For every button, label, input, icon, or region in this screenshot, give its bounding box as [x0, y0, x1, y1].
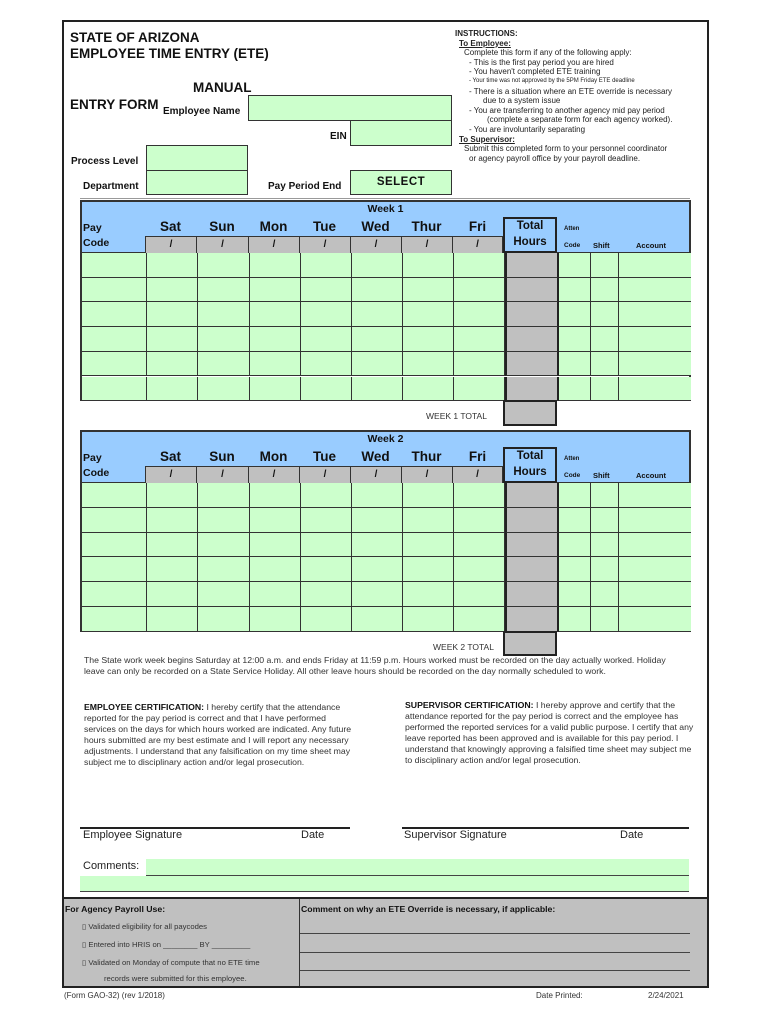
- instructions-intro: Complete this form if any of the following apply:: [464, 48, 632, 58]
- cell-account[interactable]: [619, 302, 691, 327]
- date-wed-input[interactable]: /: [350, 236, 401, 253]
- cell-mon[interactable]: [250, 302, 301, 327]
- payroll-divider: [299, 899, 300, 986]
- cell-sun[interactable]: [198, 302, 250, 327]
- pay-label: Pay: [83, 222, 102, 234]
- cell-account[interactable]: [619, 377, 691, 402]
- payroll-item-label: Validated on Monday of compute that no ETE time: [88, 958, 260, 967]
- cell-mon[interactable]: [250, 582, 301, 607]
- payroll-check-eligibility[interactable]: [82, 922, 207, 931]
- cell-sat[interactable]: [147, 483, 198, 508]
- cell-account[interactable]: [619, 327, 691, 352]
- cell-thur[interactable]: [403, 327, 454, 352]
- cell-shift[interactable]: [591, 377, 619, 402]
- cell-fri[interactable]: [454, 582, 505, 607]
- payroll-item-label: Entered into HRIS on ________ BY _________: [88, 940, 251, 949]
- cell-pay-code[interactable]: [82, 377, 147, 402]
- cell-sat[interactable]: [147, 253, 198, 278]
- cell-atten-code[interactable]: [559, 327, 591, 352]
- form-title-entry-form: ENTRY FORM: [70, 97, 159, 112]
- pay-period-end-label: Pay Period End: [268, 181, 342, 192]
- cell-fri[interactable]: [454, 352, 505, 377]
- instruction-item: - This is the first pay period you are hired: [469, 57, 614, 67]
- instruction-item: - There is a situation where an ETE override is necessary: [469, 86, 673, 96]
- cell-sun[interactable]: [198, 327, 250, 352]
- cell-atten-code[interactable]: [559, 352, 591, 377]
- week-title: Week 2: [80, 430, 691, 448]
- cell-sun[interactable]: [198, 253, 250, 278]
- date-sun-input[interactable]: /: [196, 466, 248, 483]
- override-comment-line-3[interactable]: [300, 970, 690, 971]
- cell-tue[interactable]: [301, 253, 352, 278]
- cell-thur[interactable]: [403, 533, 454, 558]
- employee-certification-text: I hereby certify that the attendance reported for the pay period is correct and that I have performed services on the days for which hours worked are indicated. Any future hours submitted are my best estimate and I will report any necessary adjustments. I understand that any falsification on my time sheet may subject me to disciplinary action and/or legal prosecution.: [84, 702, 352, 767]
- cell-total-hours: [505, 582, 559, 607]
- supervisor-certification: [405, 700, 695, 766]
- cell-atten-code[interactable]: [559, 377, 591, 402]
- account-label: Account: [636, 241, 666, 250]
- cell-thur[interactable]: [403, 253, 454, 278]
- supervisor-signature-label: Supervisor Signature: [404, 829, 507, 841]
- week-title: Week 1: [80, 200, 691, 218]
- cell-wed[interactable]: [352, 278, 403, 303]
- cell-account[interactable]: [619, 278, 691, 303]
- instruction-item: - Your time was not approved by the 5PM Friday ETE deadline: [469, 77, 635, 84]
- cell-mon[interactable]: [250, 352, 301, 377]
- cell-wed[interactable]: [352, 508, 403, 533]
- cell-tue[interactable]: [301, 557, 352, 582]
- cell-tue[interactable]: [301, 327, 352, 352]
- instructions-heading: INSTRUCTIONS:: [455, 29, 518, 38]
- form-title-manual: MANUAL: [193, 80, 252, 95]
- comments-input-line-2[interactable]: [80, 876, 689, 892]
- payroll-heading: For Agency Payroll Use:: [65, 904, 166, 914]
- cell-sun[interactable]: [198, 377, 250, 402]
- employee-signature-label: Employee Signature: [83, 829, 183, 841]
- cell-mon[interactable]: [250, 327, 301, 352]
- week-2-rows: [80, 483, 691, 632]
- cell-thur[interactable]: [403, 377, 454, 402]
- cell-pay-code[interactable]: [82, 508, 147, 533]
- cell-sun[interactable]: [198, 352, 250, 377]
- override-comment-line-1[interactable]: [300, 933, 690, 934]
- form-title-ete: EMPLOYEE TIME ENTRY (ETE): [70, 46, 269, 61]
- day-mon: Mon: [259, 219, 288, 234]
- cell-sat[interactable]: [147, 582, 198, 607]
- cell-sat[interactable]: [147, 377, 198, 402]
- pay-label: Pay: [83, 452, 102, 464]
- supervisor-certification-heading: SUPERVISOR CERTIFICATION:: [405, 700, 534, 710]
- to-employee-heading: To Employee:: [459, 38, 511, 48]
- cell-tue[interactable]: [301, 607, 352, 632]
- cell-thur[interactable]: [403, 582, 454, 607]
- cell-shift[interactable]: [591, 582, 619, 607]
- cell-total-hours: [505, 278, 559, 303]
- cell-shift[interactable]: [591, 533, 619, 558]
- override-comment-heading: Comment on why an ETE Override is necessary, if applicable:: [301, 904, 556, 914]
- instruction-item: due to a system issue: [483, 96, 561, 106]
- cell-pay-code[interactable]: [82, 607, 147, 632]
- cell-pay-code[interactable]: [82, 302, 147, 327]
- cell-sat[interactable]: [147, 607, 198, 632]
- date-printed-label: Date Printed:: [536, 991, 583, 1000]
- cell-pay-code[interactable]: [82, 327, 147, 352]
- shift-label: Shift: [593, 241, 610, 250]
- shift-label: Shift: [593, 471, 610, 480]
- checkbox-icon[interactable]: ▯: [82, 922, 87, 931]
- supervisor-date-label: Date: [620, 829, 644, 841]
- cell-shift[interactable]: [591, 327, 619, 352]
- employee-name-input[interactable]: [248, 95, 452, 121]
- cell-total-hours: [505, 533, 559, 558]
- cell-atten-code[interactable]: [559, 533, 591, 558]
- atten-code-label: Code: [564, 242, 581, 249]
- cell-total-hours: [505, 352, 559, 377]
- form-id: (Form GAO-32) (rev 1/2018): [64, 991, 165, 1000]
- cell-mon[interactable]: [250, 508, 301, 533]
- cell-mon[interactable]: [250, 557, 301, 582]
- cell-tue[interactable]: [301, 582, 352, 607]
- cell-account[interactable]: [619, 253, 691, 278]
- date-mon-input[interactable]: /: [248, 466, 299, 483]
- employee-certification: [84, 702, 356, 768]
- cell-sat[interactable]: [147, 278, 198, 303]
- cell-wed[interactable]: [352, 557, 403, 582]
- cell-account[interactable]: [619, 557, 691, 582]
- cell-sun[interactable]: [198, 607, 250, 632]
- cell-pay-code[interactable]: [82, 352, 147, 377]
- cell-sun[interactable]: [198, 483, 250, 508]
- date-sat-input[interactable]: /: [145, 466, 196, 483]
- comments-input-line-1[interactable]: [146, 859, 689, 876]
- code-label: Code: [83, 237, 110, 249]
- cell-wed[interactable]: [352, 302, 403, 327]
- date-tue-input[interactable]: /: [299, 466, 350, 483]
- date-thur-input[interactable]: /: [401, 236, 452, 253]
- total-label: Total: [516, 450, 544, 462]
- cell-total-hours: [505, 607, 559, 632]
- atten-label: Atten: [564, 226, 580, 232]
- cell-pay-code[interactable]: [82, 483, 147, 508]
- cell-fri[interactable]: [454, 253, 505, 278]
- cell-total-hours: [505, 377, 559, 402]
- cell-wed[interactable]: [352, 352, 403, 377]
- payroll-item-label: Validated eligibility for all paycodes: [88, 922, 208, 931]
- total-label: Total: [516, 220, 544, 232]
- employee-name-label: Employee Name: [163, 106, 241, 117]
- cell-thur[interactable]: [403, 302, 454, 327]
- supervisor-certification-text: I hereby approve and certify that the attendance reported for the pay period is correct and the employee has performed the reported services for a valid public purpose. I certify that any leave reported has been approved and is available for this pay period. I understand that knowingly approving a falsified time sheet may subject me to disciplinary action and/or legal prosecution.: [405, 700, 694, 765]
- cell-total-hours: [505, 302, 559, 327]
- code-label: Code: [83, 467, 110, 479]
- override-comment-line-2[interactable]: [300, 952, 690, 953]
- cell-fri[interactable]: [454, 557, 505, 582]
- cell-wed[interactable]: [352, 607, 403, 632]
- supervisor-instruction: or agency payroll office by your payroll deadline.: [469, 153, 641, 163]
- date-wed-input[interactable]: /: [350, 466, 401, 483]
- cell-tue[interactable]: [301, 533, 352, 558]
- day-fri: Fri: [468, 449, 487, 464]
- process-level-input[interactable]: [146, 145, 248, 171]
- ein-input[interactable]: [350, 120, 452, 146]
- week-1-rows: [80, 253, 691, 401]
- instructions-block: [455, 29, 705, 163]
- cell-pay-code[interactable]: [82, 253, 147, 278]
- cell-atten-code[interactable]: [559, 557, 591, 582]
- cell-sun[interactable]: [198, 278, 250, 303]
- divider: [80, 198, 690, 199]
- cell-shift[interactable]: [591, 508, 619, 533]
- date-mon-input[interactable]: /: [248, 236, 299, 253]
- cell-wed[interactable]: [352, 327, 403, 352]
- week-1-total-value: [503, 400, 557, 426]
- cell-fri[interactable]: [454, 377, 505, 402]
- ein-label: EIN: [330, 131, 347, 142]
- cell-fri[interactable]: [454, 327, 505, 352]
- checkbox-icon[interactable]: ▯: [82, 958, 87, 967]
- day-sat: Sat: [159, 449, 181, 464]
- cell-thur[interactable]: [403, 557, 454, 582]
- cell-sun[interactable]: [198, 533, 250, 558]
- supervisor-instruction: Submit this completed form to your personnel coordinator: [464, 144, 668, 154]
- cell-pay-code[interactable]: [82, 582, 147, 607]
- atten-label: Atten: [564, 456, 580, 462]
- instruction-item: - You haven't completed ETE training: [469, 67, 601, 77]
- cell-sat[interactable]: [147, 557, 198, 582]
- department-input[interactable]: [146, 170, 248, 195]
- cell-mon[interactable]: [250, 533, 301, 558]
- cell-total-hours: [505, 483, 559, 508]
- cell-account[interactable]: [619, 582, 691, 607]
- date-sat-input[interactable]: /: [145, 236, 196, 253]
- cell-shift[interactable]: [591, 302, 619, 327]
- week-1-table: [80, 200, 691, 430]
- payroll-check-hris[interactable]: [82, 940, 250, 949]
- department-label: Department: [83, 181, 139, 192]
- cell-account[interactable]: [619, 352, 691, 377]
- cell-mon[interactable]: [250, 607, 301, 632]
- cell-thur[interactable]: [403, 607, 454, 632]
- process-level-label: Process Level: [71, 156, 139, 167]
- cell-wed[interactable]: [352, 377, 403, 402]
- date-fri-input[interactable]: /: [452, 466, 503, 483]
- cell-atten-code[interactable]: [559, 302, 591, 327]
- cell-sun[interactable]: [198, 582, 250, 607]
- cell-shift[interactable]: [591, 253, 619, 278]
- cell-sun[interactable]: [198, 557, 250, 582]
- cell-tue[interactable]: [301, 377, 352, 402]
- day-sat: Sat: [159, 219, 181, 234]
- account-label: Account: [636, 471, 666, 480]
- cell-thur[interactable]: [403, 352, 454, 377]
- form-title-state: STATE OF ARIZONA: [70, 30, 200, 45]
- day-wed: Wed: [361, 219, 390, 234]
- cell-sat[interactable]: [147, 533, 198, 558]
- employee-certification-heading: EMPLOYEE CERTIFICATION:: [84, 702, 205, 712]
- cell-sat[interactable]: [147, 302, 198, 327]
- cell-shift[interactable]: [591, 483, 619, 508]
- day-sun: Sun: [209, 219, 235, 234]
- cell-sat[interactable]: [147, 327, 198, 352]
- date-sun-input[interactable]: /: [196, 236, 248, 253]
- cell-tue[interactable]: [301, 508, 352, 533]
- cell-account[interactable]: [619, 607, 691, 632]
- day-fri: Fri: [468, 219, 487, 234]
- cell-fri[interactable]: [454, 607, 505, 632]
- cell-atten-code[interactable]: [559, 483, 591, 508]
- employee-date-label: Date: [301, 829, 325, 841]
- day-thur: Thur: [411, 219, 442, 234]
- week-2-total-value: [503, 631, 557, 656]
- instruction-item: (complete a separate form for each agency worked).: [487, 115, 673, 125]
- instruction-item: - You are transferring to another agency mid pay period: [469, 105, 665, 115]
- cell-fri[interactable]: [454, 533, 505, 558]
- cell-sat[interactable]: [147, 508, 198, 533]
- date-fri-input[interactable]: /: [452, 236, 503, 253]
- cell-shift[interactable]: [591, 352, 619, 377]
- cell-thur[interactable]: [403, 278, 454, 303]
- cell-total-hours: [505, 253, 559, 278]
- cell-tue[interactable]: [301, 278, 352, 303]
- cell-shift[interactable]: [591, 278, 619, 303]
- cell-account[interactable]: [619, 533, 691, 558]
- cell-pay-code[interactable]: [82, 557, 147, 582]
- cell-sun[interactable]: [198, 508, 250, 533]
- hours-label: Hours: [513, 236, 547, 248]
- week-total-label: WEEK 1 TOTAL: [426, 411, 487, 421]
- date-tue-input[interactable]: /: [299, 236, 350, 253]
- cell-thur[interactable]: [403, 508, 454, 533]
- cell-tue[interactable]: [301, 483, 352, 508]
- cell-atten-code[interactable]: [559, 278, 591, 303]
- cell-shift[interactable]: [591, 557, 619, 582]
- cell-pay-code[interactable]: [82, 278, 147, 303]
- payroll-item-continuation: records were submitted for this employee.: [104, 974, 247, 983]
- day-mon: Mon: [259, 449, 288, 464]
- checkbox-icon[interactable]: ▯: [82, 940, 87, 949]
- cell-pay-code[interactable]: [82, 533, 147, 558]
- cell-total-hours: [505, 508, 559, 533]
- cell-atten-code[interactable]: [559, 582, 591, 607]
- atten-code-label: Code: [564, 472, 581, 479]
- day-thur: Thur: [411, 449, 442, 464]
- cell-mon[interactable]: [250, 278, 301, 303]
- cell-wed[interactable]: [352, 582, 403, 607]
- hours-label: Hours: [513, 466, 547, 478]
- day-wed: Wed: [361, 449, 390, 464]
- instruction-item: - You are involuntarily separating: [469, 124, 586, 134]
- cell-sat[interactable]: [147, 352, 198, 377]
- cell-fri[interactable]: [454, 302, 505, 327]
- to-supervisor-heading: To Supervisor:: [459, 134, 515, 144]
- week-2-table: [80, 430, 691, 660]
- cell-fri[interactable]: [454, 483, 505, 508]
- cell-shift[interactable]: [591, 607, 619, 632]
- week-total-label: WEEK 2 TOTAL: [433, 642, 494, 652]
- cell-atten-code[interactable]: [559, 253, 591, 278]
- date-printed-value: 2/24/2021: [648, 991, 684, 1000]
- cell-account[interactable]: [619, 483, 691, 508]
- work-week-notice: The State work week begins Saturday at 12:00 a.m. and ends Friday at 11:59 p.m. Hours worked must be recorded on the day actually worked. Holiday leave can only be recorded on a State Service Holiday. All other leave hours should be recorded on the day normally scheduled to work.: [84, 655, 666, 676]
- comments-label: Comments:: [83, 860, 140, 872]
- cell-mon[interactable]: [250, 483, 301, 508]
- cell-thur[interactable]: [403, 483, 454, 508]
- cell-account[interactable]: [619, 508, 691, 533]
- date-thur-input[interactable]: /: [401, 466, 452, 483]
- cell-tue[interactable]: [301, 302, 352, 327]
- payroll-check-monday[interactable]: [82, 958, 260, 967]
- cell-total-hours: [505, 327, 559, 352]
- cell-fri[interactable]: [454, 278, 505, 303]
- cell-atten-code[interactable]: [559, 508, 591, 533]
- cell-wed[interactable]: [352, 533, 403, 558]
- cell-wed[interactable]: [352, 483, 403, 508]
- cell-fri[interactable]: [454, 508, 505, 533]
- pay-period-end-select[interactable]: SELECT: [350, 170, 452, 195]
- day-sun: Sun: [209, 449, 235, 464]
- day-tue: Tue: [313, 219, 336, 234]
- cell-atten-code[interactable]: [559, 607, 591, 632]
- cell-total-hours: [505, 557, 559, 582]
- day-tue: Tue: [313, 449, 336, 464]
- cell-tue[interactable]: [301, 352, 352, 377]
- cell-mon[interactable]: [250, 253, 301, 278]
- cell-mon[interactable]: [250, 377, 301, 402]
- cell-wed[interactable]: [352, 253, 403, 278]
